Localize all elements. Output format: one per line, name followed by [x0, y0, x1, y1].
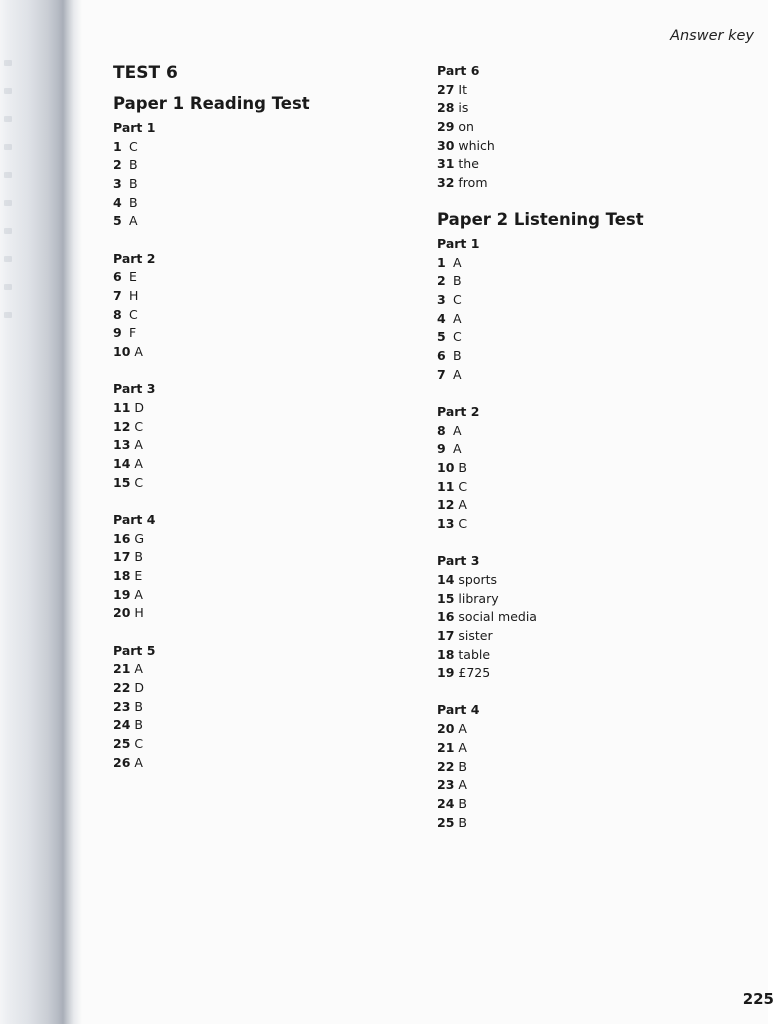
question-number: 19 — [437, 665, 455, 681]
answer-row — [113, 698, 413, 717]
answer-value: A — [453, 422, 462, 438]
left-column — [113, 62, 413, 772]
question-number: 26 — [113, 754, 131, 770]
answer-value: A — [453, 254, 462, 270]
answer-row — [113, 194, 413, 213]
answer-row — [437, 627, 737, 646]
question-number: 7 — [113, 288, 122, 303]
answer-row — [113, 474, 413, 493]
question-number: 30 — [437, 137, 455, 153]
test-title: TEST 6 — [113, 63, 178, 83]
answer-row — [113, 754, 413, 773]
question-number: 8 — [113, 306, 122, 322]
answer-value: C — [129, 138, 138, 154]
answer-section — [113, 119, 413, 231]
question-number: 14 — [437, 571, 455, 587]
question-number: 20 — [113, 605, 131, 621]
answer-row — [437, 291, 737, 310]
answer-value: B — [134, 549, 143, 565]
question-number: 22 — [113, 679, 131, 695]
answer-section — [113, 380, 413, 492]
question-number: 18 — [113, 567, 131, 583]
question-number: 15 — [113, 474, 131, 490]
question-number: 17 — [437, 627, 455, 643]
answer-row — [113, 455, 413, 474]
answer-value: E — [134, 567, 143, 583]
answer-value: table — [458, 646, 491, 662]
answer-row — [437, 515, 737, 534]
answer-row — [437, 795, 737, 814]
answer-row — [113, 399, 413, 418]
part-label: Part 1 — [437, 235, 480, 251]
answer-row — [437, 174, 737, 193]
answer-row — [113, 716, 413, 735]
answer-row — [113, 530, 413, 549]
answer-value: A — [453, 366, 462, 382]
answer-value: C — [129, 306, 138, 322]
question-number: 21 — [437, 739, 455, 755]
answer-value: B — [458, 795, 467, 811]
question-number: 16 — [437, 609, 455, 625]
question-number: 16 — [113, 530, 131, 546]
answer-value: from — [458, 175, 488, 191]
answer-row — [437, 720, 737, 739]
question-number: 13 — [437, 515, 455, 531]
answer-row — [437, 776, 737, 795]
answer-row — [437, 608, 737, 627]
answer-value: B — [458, 814, 467, 830]
question-number: 12 — [437, 497, 455, 513]
question-number: 9 — [437, 441, 446, 457]
listening-sections — [437, 235, 737, 832]
question-number: 24 — [437, 795, 455, 811]
answer-row — [437, 459, 737, 478]
answer-value: A — [134, 661, 143, 677]
answer-row — [437, 814, 737, 833]
answer-row — [113, 306, 413, 325]
answer-row — [437, 118, 737, 137]
answer-value: C — [458, 478, 468, 494]
question-number: 5 — [113, 213, 122, 229]
answer-section — [437, 701, 737, 832]
answer-section — [437, 403, 737, 534]
answer-row — [113, 287, 413, 306]
question-number: 8 — [437, 422, 446, 438]
question-number: 21 — [113, 661, 131, 677]
part-label: Part 4 — [113, 511, 156, 527]
question-number: 17 — [113, 549, 131, 565]
part-label: Part 1 — [113, 120, 156, 135]
right-column — [437, 62, 737, 832]
answer-value: A — [134, 754, 143, 770]
answer-value: A — [129, 213, 138, 229]
question-number: 25 — [113, 735, 131, 751]
part-label: Part 2 — [437, 403, 480, 419]
answer-value: C — [453, 291, 462, 307]
answer-value: £725 — [458, 665, 491, 681]
question-number: 10 — [437, 459, 455, 475]
question-number: 3 — [437, 291, 446, 307]
part-label: Part 5 — [113, 642, 156, 658]
answer-row — [113, 175, 413, 194]
answer-row — [437, 81, 737, 100]
answer-value: sister — [458, 627, 493, 643]
answer-value: the — [458, 156, 479, 172]
answer-row — [437, 347, 737, 366]
answer-value: B — [134, 698, 143, 714]
answer-value: B — [453, 273, 462, 289]
question-number: 2 — [113, 157, 122, 173]
question-number: 28 — [437, 100, 455, 116]
answer-value: B — [129, 176, 138, 192]
answer-section — [437, 235, 737, 385]
answer-value: A — [458, 497, 467, 513]
part-label: Part 4 — [437, 702, 480, 718]
answer-section — [113, 250, 413, 362]
answer-value: sports — [458, 571, 498, 587]
answer-value: C — [134, 735, 144, 751]
answer-row — [437, 571, 737, 590]
answer-row — [113, 156, 413, 175]
answer-row — [437, 496, 737, 515]
answer-row — [437, 155, 737, 174]
question-number: 4 — [437, 310, 446, 326]
reading-sections-continued — [437, 62, 737, 193]
question-number: 18 — [437, 646, 455, 662]
answer-value: library — [458, 590, 499, 606]
question-number: 11 — [113, 399, 131, 415]
question-number: 9 — [113, 325, 122, 341]
answer-value: F — [129, 325, 137, 341]
answer-section — [113, 511, 413, 623]
answer-row — [437, 328, 737, 347]
paper-title-listening: Paper 2 Listening Test — [437, 209, 644, 229]
question-number: 25 — [437, 814, 455, 830]
answer-row — [113, 604, 413, 623]
question-number: 6 — [437, 347, 446, 363]
answer-row — [113, 324, 413, 343]
answer-value: H — [134, 605, 144, 621]
answer-value: A — [458, 739, 467, 755]
answer-row — [437, 310, 737, 329]
answer-row — [113, 268, 413, 287]
part-label: Part 3 — [113, 381, 156, 397]
answer-row — [113, 343, 413, 362]
answer-value: B — [129, 194, 138, 210]
question-number: 10 — [113, 344, 131, 360]
question-number: 20 — [437, 721, 455, 737]
answer-row — [437, 664, 737, 683]
answer-value: C — [458, 515, 468, 531]
answer-value: B — [453, 347, 462, 363]
part-label: Part 6 — [437, 63, 480, 78]
question-number: 1 — [437, 254, 446, 270]
answer-value: D — [134, 679, 145, 695]
answer-section — [113, 642, 413, 773]
answer-value: B — [134, 717, 143, 733]
question-number: 27 — [437, 81, 455, 97]
question-number: 19 — [113, 586, 131, 602]
answer-value: C — [453, 329, 462, 345]
question-number: 11 — [437, 478, 455, 494]
answer-row — [113, 735, 413, 754]
answer-value: D — [134, 399, 145, 415]
part-label: Part 2 — [113, 250, 156, 266]
answer-row — [113, 660, 413, 679]
question-number: 13 — [113, 437, 131, 453]
answer-value: E — [129, 269, 137, 285]
answer-value: A — [134, 456, 143, 471]
answer-row — [437, 422, 737, 441]
answer-value: A — [458, 721, 467, 737]
answer-row — [113, 212, 413, 231]
answer-row — [437, 590, 737, 609]
answer-row — [113, 586, 413, 605]
answer-value: which — [458, 137, 495, 153]
answer-value: A — [453, 310, 462, 326]
reading-sections — [113, 119, 413, 772]
answer-value: G — [134, 530, 145, 546]
question-number: 2 — [437, 273, 446, 289]
question-number: 12 — [113, 418, 131, 434]
answer-value: A — [458, 777, 467, 793]
answer-value: It — [458, 81, 467, 97]
running-head: Answer key — [670, 28, 754, 44]
question-number: 7 — [437, 366, 446, 382]
question-number: 29 — [437, 119, 455, 135]
bleed-through-marks — [4, 60, 16, 380]
answer-row — [437, 137, 737, 156]
answer-section — [437, 552, 737, 683]
question-number: 5 — [437, 329, 446, 345]
answer-value: H — [129, 288, 139, 303]
answer-value: A — [453, 441, 462, 457]
answer-row — [113, 679, 413, 698]
question-number: 23 — [437, 777, 455, 793]
question-number: 4 — [113, 194, 122, 210]
answer-row — [113, 567, 413, 586]
answer-value: C — [134, 418, 144, 434]
answer-value: on — [458, 119, 474, 135]
answer-value: B — [129, 157, 138, 173]
answer-row — [437, 440, 737, 459]
answer-row — [437, 739, 737, 758]
answer-row — [437, 99, 737, 118]
question-number: 23 — [113, 698, 131, 714]
answer-value: A — [134, 586, 143, 602]
answer-row — [113, 436, 413, 455]
answer-value: B — [458, 758, 467, 774]
question-number: 15 — [437, 590, 455, 606]
answer-row — [437, 758, 737, 777]
answer-row — [437, 272, 737, 291]
question-number: 6 — [113, 269, 122, 285]
answer-row — [113, 418, 413, 437]
part-label: Part 3 — [437, 553, 480, 569]
answer-value: A — [134, 344, 143, 360]
answer-row — [437, 478, 737, 497]
page-number: 225 — [742, 990, 774, 1008]
answer-value: is — [458, 100, 469, 116]
question-number: 1 — [113, 138, 122, 154]
answer-row — [113, 548, 413, 567]
answer-value: social media — [458, 609, 537, 625]
question-number: 14 — [113, 456, 131, 471]
answer-value: B — [458, 459, 467, 475]
answer-row — [437, 646, 737, 665]
answer-value: C — [134, 474, 144, 490]
answer-row — [437, 254, 737, 273]
question-number: 31 — [437, 156, 455, 172]
answer-section — [437, 62, 737, 193]
answer-row — [437, 366, 737, 385]
answer-value: A — [134, 437, 143, 453]
question-number: 22 — [437, 758, 455, 774]
question-number: 24 — [113, 717, 131, 733]
paper-title-reading: Paper 1 Reading Test — [113, 94, 310, 113]
question-number: 3 — [113, 176, 122, 192]
question-number: 32 — [437, 175, 455, 191]
answer-row — [113, 138, 413, 157]
